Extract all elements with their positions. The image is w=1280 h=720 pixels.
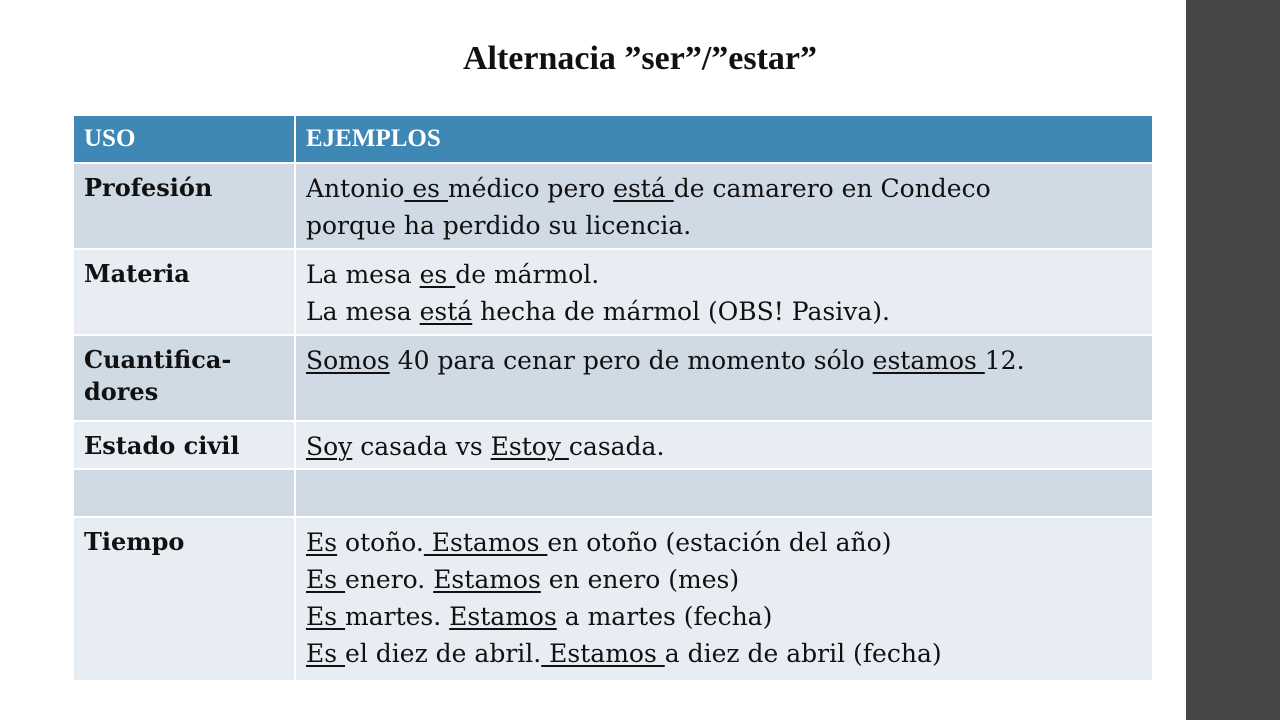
example-line — [306, 428, 1142, 465]
example-line — [306, 524, 1142, 561]
table-row — [73, 517, 1153, 681]
row-examples — [295, 517, 1153, 681]
example-line — [306, 635, 1142, 672]
example-text: La mesa — [306, 297, 420, 326]
verb-underlined: Estamos — [433, 565, 541, 594]
row-examples — [295, 469, 1153, 517]
row-label: Profesión — [73, 163, 295, 249]
row-label: Materia — [73, 249, 295, 335]
verb-underlined: es — [404, 174, 448, 203]
example-text: otoño. — [337, 528, 424, 557]
verb-underlined: Estamos — [541, 639, 665, 668]
example-text: martes. — [345, 602, 450, 631]
example-line — [306, 207, 1142, 244]
verb-underlined: Estoy — [490, 432, 569, 461]
verb-underlined: está — [419, 297, 473, 326]
example-line — [306, 256, 1142, 293]
table-row-empty — [73, 469, 1153, 517]
ser-estar-table — [72, 114, 1154, 682]
verb-underlined: está — [613, 174, 674, 203]
header-ejemplos: EJEMPLOS — [295, 115, 1153, 163]
example-text: a martes (fecha) — [556, 602, 773, 631]
row-label — [73, 469, 295, 517]
row-examples — [295, 335, 1153, 421]
header-uso: USO — [73, 115, 295, 163]
example-line — [306, 561, 1142, 598]
example-line — [306, 342, 1142, 379]
verb-underlined: Es — [306, 565, 346, 594]
row-examples — [295, 163, 1153, 249]
verb-underlined: Somos — [306, 346, 390, 375]
example-text: en otoño (estación del año) — [547, 528, 892, 557]
table-row — [73, 421, 1153, 469]
verb-underlined: Es — [306, 602, 346, 631]
table-row — [73, 335, 1153, 421]
example-text: hecha de mármol (OBS! Pasiva). — [472, 297, 890, 326]
example-text: médico pero — [447, 174, 614, 203]
example-line — [306, 598, 1142, 635]
verb-underlined: Estamos — [423, 528, 548, 557]
row-label: Estado civil — [73, 421, 295, 469]
example-line — [306, 170, 1142, 207]
row-examples — [295, 249, 1153, 335]
example-text: en enero (mes) — [540, 565, 740, 594]
verb-underlined: Es — [306, 639, 346, 668]
row-label: Cuantifica-dores — [73, 335, 295, 421]
example-text: 40 para cenar pero de momento sólo — [389, 346, 873, 375]
example-text: de mármol. — [455, 260, 600, 289]
verb-underlined: Estamos — [449, 602, 557, 631]
row-examples — [295, 421, 1153, 469]
example-text: de camarero en Condeco — [673, 174, 991, 203]
example-text: Antonio — [306, 174, 405, 203]
table-header-row — [73, 115, 1153, 163]
example-text: casada. — [568, 432, 665, 461]
example-line — [306, 293, 1142, 330]
sidebar-strip — [1186, 0, 1280, 720]
table-row — [73, 163, 1153, 249]
example-text: La mesa — [306, 260, 420, 289]
verb-underlined: es — [419, 260, 456, 289]
example-text: a diez de abril (fecha) — [664, 639, 942, 668]
verb-underlined: estamos — [872, 346, 985, 375]
example-text: porque ha perdido su licencia. — [306, 211, 692, 240]
example-text: 12. — [984, 346, 1025, 375]
row-label: Tiempo — [73, 517, 295, 681]
verb-underlined: Es — [306, 528, 338, 557]
table-row — [73, 249, 1153, 335]
example-text: enero. — [345, 565, 434, 594]
verb-underlined: Soy — [306, 432, 353, 461]
page-title: Alternacia ”ser”/”estar” — [462, 40, 818, 77]
example-text: casada vs — [352, 432, 491, 461]
example-text: el diez de abril. — [345, 639, 542, 668]
